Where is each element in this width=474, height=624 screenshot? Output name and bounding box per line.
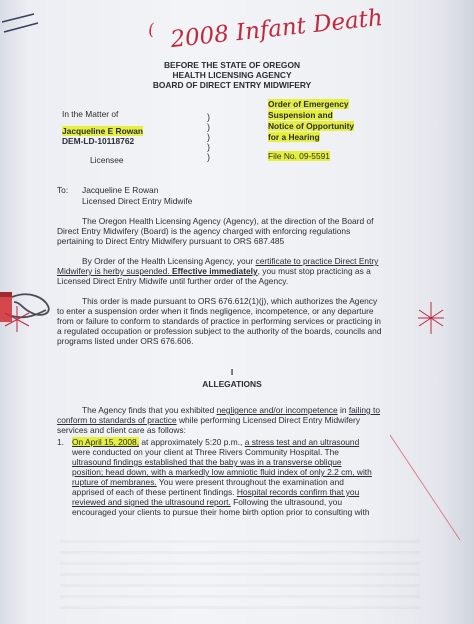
licensee-label: Licensee <box>90 155 124 165</box>
para3-line-5: programs listed under ORS 676.606. <box>57 336 194 346</box>
file-number: File No. 09-5591 <box>268 151 330 161</box>
license-number: DEM-LD-10118762 <box>62 136 135 146</box>
para1-line-1: The Oregon Health Licensing Agency (Agency), at the direction of the Board of <box>82 216 374 226</box>
to-name: Jacqueline E Rowan <box>82 185 159 195</box>
header-line-1: BEFORE THE STATE OF OREGON <box>163 60 301 70</box>
red-pen-stroke <box>380 430 470 550</box>
section-title: ALLEGATIONS <box>202 379 262 389</box>
para4-line-3: services and client care as follows: <box>57 425 186 435</box>
order-title-1: Order of Emergency <box>268 99 349 109</box>
item1-line-4: position; head down, with a markedly low amniotic fluid index of only 2.2 cm, with <box>72 467 372 477</box>
red-star-mark-left <box>2 304 32 334</box>
item-number: 1. <box>57 437 64 447</box>
para3-line-3: from or failure to conform to standards of practice in performing services or practicing in <box>57 316 381 326</box>
failing-phrase: failing to <box>348 405 381 415</box>
para2-line-3: Licensed Direct Entry Midwife until further order of the Agency. <box>57 276 289 286</box>
respondent-name: Jacqueline E Rowan <box>62 126 143 136</box>
order-title-3: Notice of Opportunity <box>268 121 355 131</box>
para1-line-3: pertaining to Direct Entry Midwifery pursuant to ORS 687.485 <box>57 236 285 246</box>
para2-line-2: Midwifery is herby suspended. Effective immediately, you must stop practicing as a <box>57 266 371 276</box>
handwritten-title: 2008 Infant Death <box>169 4 384 54</box>
section-number: I <box>230 367 234 377</box>
para3-line-2: to enter a suspension order when it finds negligence, incompetence, or any departure <box>57 306 374 316</box>
to-label: To: <box>57 185 69 195</box>
para1-line-2: Direct Entry Midwifery (Board) is the agency charged with enforcing regulations <box>57 226 351 236</box>
item1-line-1: On April 15, 2008, at approximately 5:20 p.m., a stress test and an ultrasound <box>72 437 360 447</box>
item1-line-6: apprised of each of these pertinent findings. Hospital records confirm that you <box>72 487 360 497</box>
to-title: Licensed Direct Entry Midwife <box>82 196 193 206</box>
item1-line-8: encouraged your clients to pursue their home birth option prior to consulting with <box>72 507 370 517</box>
pen-scribble-mark <box>0 8 60 38</box>
red-star-mark-right <box>416 300 446 336</box>
effective-immediately: Effective immediately <box>169 266 258 276</box>
handwritten-bracket: ( <box>147 19 156 40</box>
header-line-3: BOARD OF DIRECT ENTRY MIDWIFERY <box>152 80 312 90</box>
para4-line-2: conform to standards of practice while performing Licensed Direct Entry Midwifery <box>57 415 361 425</box>
certificate-phrase: certificate to practice Direct Entry <box>255 256 379 266</box>
order-title-2: Suspension and <box>268 110 333 120</box>
conform-phrase: conform to standards of practice <box>57 415 177 425</box>
para2-line-1: By Order of the Health Licensing Agency, your certificate to practice Direct Entry <box>82 256 379 266</box>
para4-line-1: The Agency finds that you exhibited negligence and/or incompetence in failing to <box>82 405 381 415</box>
negligence-phrase: negligence and/or incompetence <box>216 405 338 415</box>
item1-line-2: were conducted on your client at Three Rivers Community Hospital. The <box>72 447 339 457</box>
order-title-4: for a Hearing <box>268 132 320 142</box>
para3-line-1: This order is made pursuant to ORS 676.612(1)(j), which authorizes the Agency <box>82 296 378 306</box>
bleed-through-area <box>60 540 420 610</box>
in-the-matter-of: In the Matter of <box>62 109 119 119</box>
para3-line-4: a regulated occupation or profession subject to the authority of the boards, councils and <box>57 326 382 336</box>
document-page: ( 2008 Infant Death BEFORE THE STATE OF OREGON HEALTH LICENSING AGENCY BOARD OF DIRECT ENTRY MIDWIFERY In the Matter of Jacqueline E Rowan DEM-LD-10118762 Licensee ) ) ) ) ) Order of Emergency Suspension and Notice of Opportunity for a Hearing File No. 09-5591 To: Jacqueline E Rowan Licensed Direct Entry Midwife The Oregon Health Licensing Agency (Agency), at the direction of the Board of Direct Entry Midwifery (Board) is the agency charged with enforcing regulations pertaining to Direct Entry Midwifery pursuant to ORS 687.485 By Order of the Health Licensing Agency, your certificate to practice Direct Entry Midwifery is herby suspended. Effective immediately, you must stop practicing as a Licensed Direct Entry Midwife until further order of the Agency. This order is made pursuant to ORS 676.612(1)(j), which authorizes the Agency to enter a suspension order when it finds negligence, incompetence, or any departure from or failure to conform to standards of practice in performing services or practicing in a regulated occupation or profession subject to the authority of the boards, councils and programs listed under ORS 676.606. I ALLEGATIONS The Agency finds that you exhibited negligence and/or incompetence in failing to conform to standards of practice while performing Licensed Direct Entry Midwifery services and client care as follows: 1. On April 15, 2008, at approximately 5:20 p.m., a stress test and an ultrasound were conducted on your client at Three Rivers Community Hospital. The ultrasound findings established that the baby was in a transverse oblique position; head down, with a markedly low amniotic fluid index of only 2.2 cm, with rupture of membranes. You were present throughout the examination and apprised of each of these pertinent findings. Hospital records confirm that you reviewed and signed the ultrasound report. Following the ultrasound, you encouraged your clients to pursue their home birth option prior to consulting with <box>0 0 474 624</box>
item1-line-5: rupture of membranes. You were present throughout the examination and <box>72 477 344 487</box>
item1-line-3: ultrasound findings established that the baby was in a transverse oblique <box>72 457 342 467</box>
item1-line-7: reviewed and signed the ultrasound report. Following the ultrasound, you <box>72 497 343 507</box>
header-line-2: HEALTH LICENSING AGENCY <box>172 70 292 80</box>
incident-date: On April 15, 2008, <box>72 437 140 447</box>
suspended-phrase: Midwifery is herby suspended. <box>57 266 170 276</box>
